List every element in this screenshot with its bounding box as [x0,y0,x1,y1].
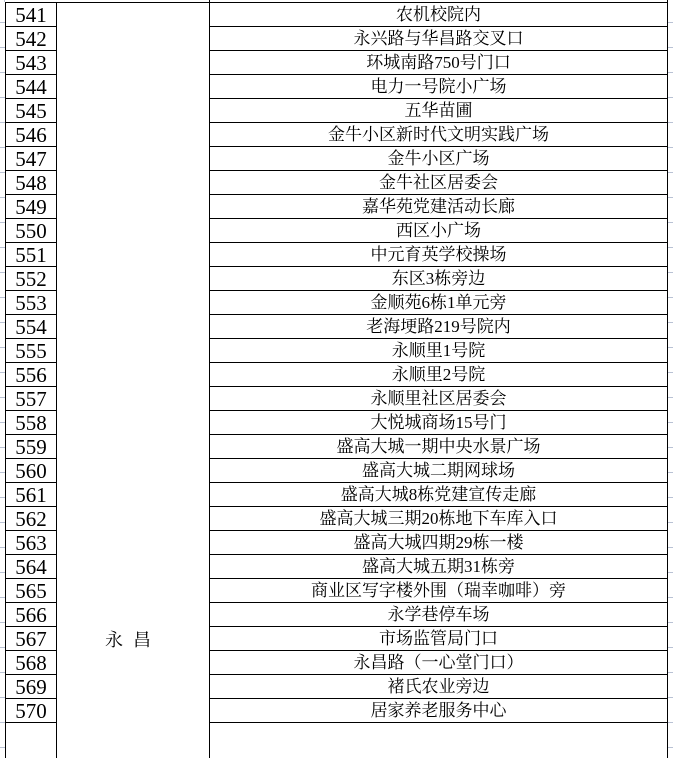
location-cell[interactable]: 盛高大城五期31栋旁 [210,555,667,579]
location-cell[interactable]: 环城南路750号门口 [210,51,667,75]
location-cell[interactable]: 商业区写字楼外围（瑞幸咖啡）旁 [210,579,667,603]
location-cell[interactable]: 中元育英学校操场 [210,243,667,267]
row-number-cell[interactable]: 561 [6,483,56,507]
row-number-cell[interactable]: 541 [6,3,56,27]
location-cell[interactable]: 褚氏农业旁边 [210,675,667,699]
row-number-cell[interactable]: 570 [6,699,56,723]
location-cell[interactable]: 永顺里1号院 [210,339,667,363]
location-column [210,3,668,758]
row-number-cell[interactable]: 563 [6,531,56,555]
row-number-cell[interactable]: 568 [6,651,56,675]
row-number-cell[interactable]: 550 [6,219,56,243]
location-cell[interactable]: 嘉华苑党建活动长廊 [210,195,667,219]
location-cell[interactable]: 盛高大城四期29栋一楼 [210,531,667,555]
row-number-cell[interactable]: 567 [6,627,56,651]
location-cell[interactable]: 大悦城商场15号门 [210,411,667,435]
location-cell[interactable]: 金牛小区新时代文明实践广场 [210,123,667,147]
locations-table [5,2,668,758]
location-cell[interactable]: 盛高大城一期中央水景广场 [210,435,667,459]
row-number-cell[interactable]: 556 [6,363,56,387]
row-number-cell[interactable]: 557 [6,387,56,411]
location-cell[interactable]: 电力一号院小广场 [210,75,667,99]
location-cell[interactable]: 老海埂路219号院内 [210,315,667,339]
row-number-cell[interactable]: 542 [6,27,56,51]
row-number-cell[interactable]: 562 [6,507,56,531]
row-number-cell[interactable]: 548 [6,171,56,195]
row-number-column [6,3,57,758]
row-number-cell[interactable]: 554 [6,315,56,339]
row-number-cell[interactable]: 569 [6,675,56,699]
row-number-cell[interactable]: 546 [6,123,56,147]
row-number-cell[interactable]: 544 [6,75,56,99]
row-number-cell[interactable]: 566 [6,603,56,627]
location-cell[interactable]: 永昌路（一心堂门口） [210,651,667,675]
row-number-cell[interactable]: 565 [6,579,56,603]
location-cell[interactable]: 金牛小区广场 [210,147,667,171]
row-number-cell[interactable]: 564 [6,555,56,579]
location-cell[interactable]: 东区3栋旁边 [210,267,667,291]
location-cell[interactable]: 永顺里社区居委会 [210,387,667,411]
row-number-cell[interactable]: 545 [6,99,56,123]
row-number-cell[interactable]: 552 [6,267,56,291]
location-cell[interactable]: 盛高大城二期网球场 [210,459,667,483]
location-cell[interactable]: 永学巷停车场 [210,603,667,627]
row-number-cell[interactable]: 560 [6,459,56,483]
location-cell[interactable]: 金牛社区居委会 [210,171,667,195]
location-cell[interactable]: 西区小广场 [210,219,667,243]
location-cell[interactable]: 永兴路与华昌路交叉口 [210,27,667,51]
right-gridlines [668,0,673,758]
location-cell[interactable]: 永顺里2号院 [210,363,667,387]
row-number-cell[interactable]: 553 [6,291,56,315]
row-number-cell[interactable]: 559 [6,435,56,459]
row-number-cell[interactable]: 551 [6,243,56,267]
location-cell[interactable]: 居家养老服务中心 [210,699,667,723]
location-cell[interactable]: 市场监管局门口 [210,627,667,651]
location-cell[interactable]: 盛高大城8栋党建宣传走廊 [210,483,667,507]
row-number-cell[interactable]: 555 [6,339,56,363]
area-merged-cell[interactable]: 永昌 [105,630,161,650]
row-number-cell[interactable]: 558 [6,411,56,435]
row-number-cell[interactable]: 543 [6,51,56,75]
location-cell[interactable]: 金顺苑6栋1单元旁 [210,291,667,315]
location-cell[interactable]: 盛高大城三期20栋地下车库入口 [210,507,667,531]
row-number-cell[interactable]: 549 [6,195,56,219]
location-cell[interactable]: 农机校院内 [210,3,667,27]
area-column [57,3,210,758]
row-number-cell[interactable]: 547 [6,147,56,171]
location-cell[interactable]: 五华苗圃 [210,99,667,123]
